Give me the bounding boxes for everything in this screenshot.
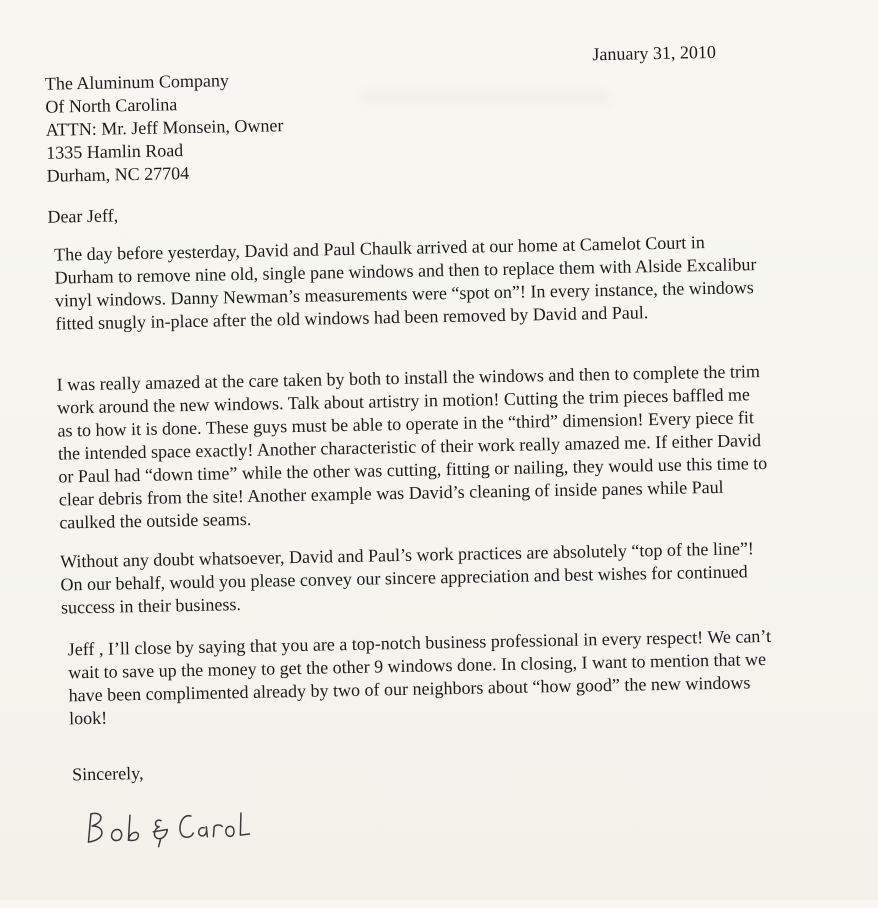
address-line-company-2: Of North Carolina [45,94,178,117]
address-line-company: The Aluminum Company [44,70,230,94]
signature-drawing [83,803,254,850]
address-line-attention: ATTN: Mr. Jeff Monsein, Owner [45,115,284,140]
closing: Sincerely, [71,762,144,785]
address-line-street: 1335 Hamlin Road [46,140,184,163]
body-paragraph-1: The day before yesterday, David and Paul Chaulk arrived at our home at Camelot Court in Durham to remove nine old, single pane windows and then to replace them with Alside Excalibur vinyl windows. Danny Newman’s measurements were “spot on”! In every instance, the windows fitted snugly in-place after the old windows had been removed by David and Paul. [53,232,757,334]
body-paragraph-2: I was really amazed at the care taken by both to install the windows and then to complete the trim work around the new windows. Talk about artistry in motion! Cutting the trim pieces baffled me as to how it is done. These guys must be able to operate in the “third” dimension! Every piece fit the intended space exactly! Another characteristic of their work really amazed me. If either David or Paul had “down time” while the other was cutting, fitting or nailing, they would use this time to clear debris from the site! Another example was David’s cleaning of inside panes while Paul caulked the outside seams. [56,361,768,533]
recipient-address [45,68,285,188]
salutation: Dear Jeff, [47,205,119,227]
letter-date: January 31, 2010 [592,41,717,65]
body-paragraph-4: Jeff , I’ll close by saying that you are a top-notch business professional in every respect! We can’t wait to save up the money to get the other 9 windows done. In closing, I want to mention that we have been complimented already by two of our neighbors about “how good” the new windows look! [67,625,772,729]
handwritten-signature [83,803,254,850]
body-paragraph-3: Without any doubt whatsoever, David and Paul’s work practices are absolutely “top of the line”! On our behalf, would you please convey our sincere appreciation and best wishes for continued success in their business. [59,538,755,618]
address-line-city: Durham, NC 27704 [46,162,190,186]
